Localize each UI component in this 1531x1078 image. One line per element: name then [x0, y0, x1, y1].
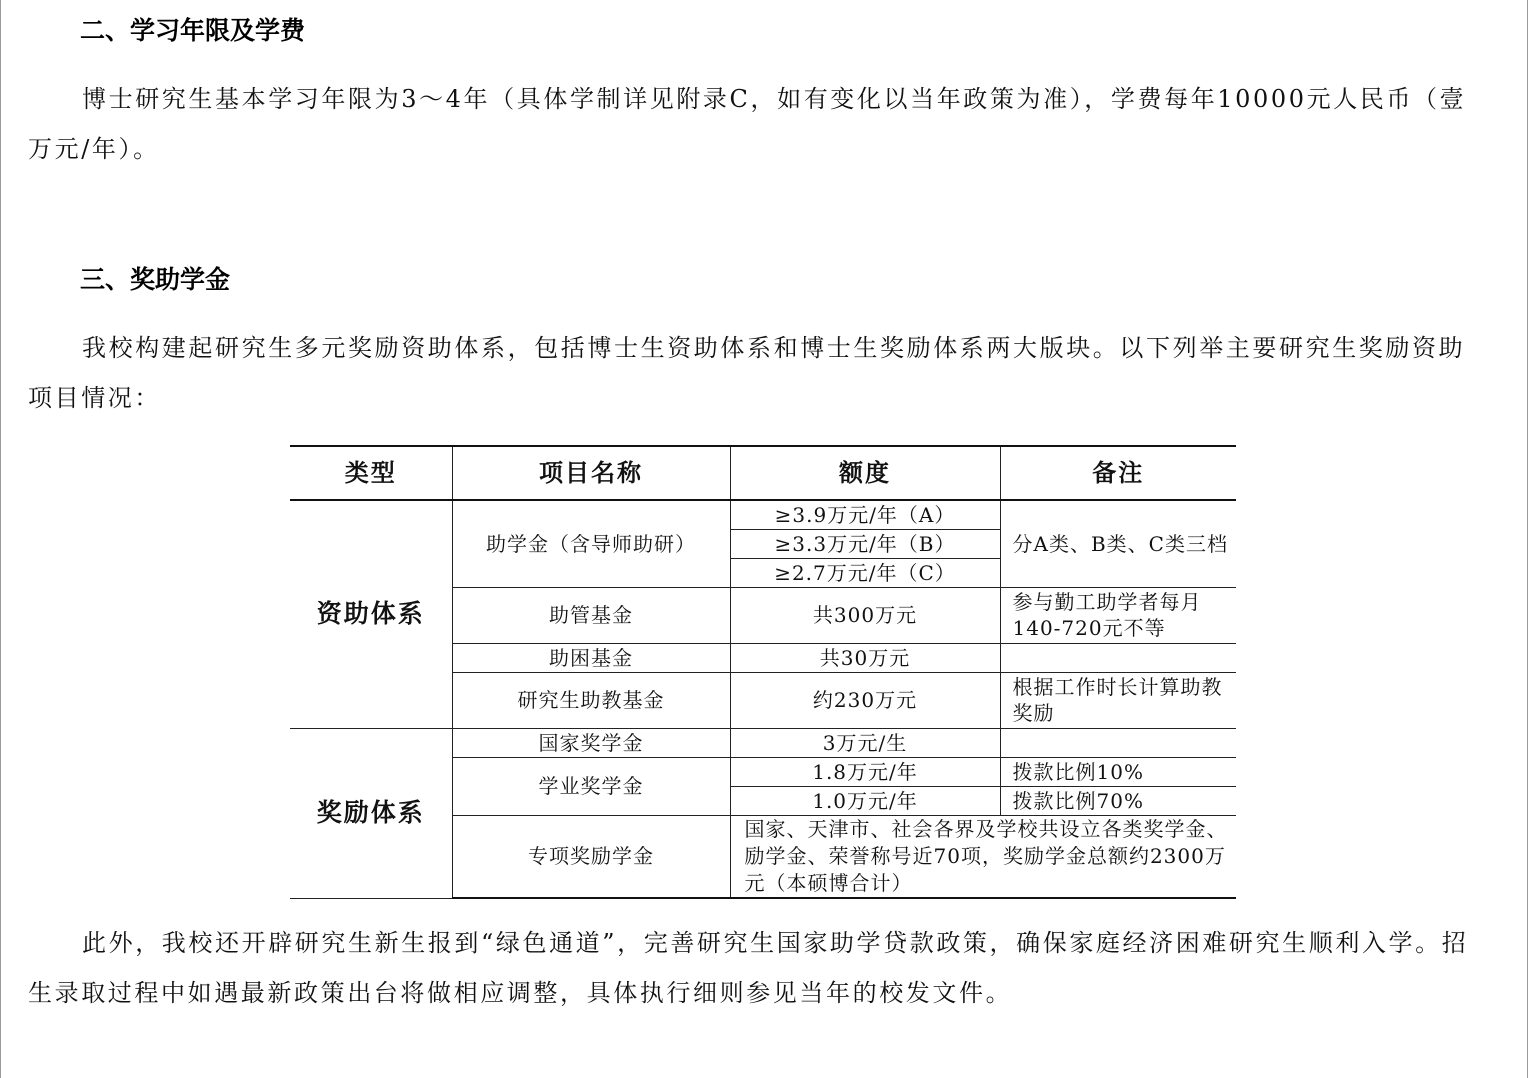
page-right-border	[1527, 0, 1528, 1078]
closing-paragraph: 此外，我校还开辟研究生新生报到“绿色通道”，完善研究生国家助学贷款政策，确保家庭经济困难研究生顺利入学。招生录取过程中如遇最新政策出台将做相应调整，具体执行细则参见当年的校发文件。	[28, 929, 1469, 1007]
page-left-border	[0, 0, 1, 1078]
header-item-name: 项目名称	[452, 446, 730, 500]
note-management-fund: 参与勤工助学者每月140-720元不等	[1000, 587, 1236, 643]
table-header-row	[290, 446, 1236, 500]
header-amount: 额度	[730, 446, 1000, 500]
item-special-scholarship: 专项奖励学金	[452, 815, 730, 898]
amount-management-fund: 共300万元	[730, 587, 1000, 643]
amount-assistantship-b: ≥3.3万元/年（B）	[730, 529, 1000, 558]
item-ta-fund: 研究生助教基金	[452, 672, 730, 728]
note-academic-scholarship-2: 拨款比例70%	[1000, 786, 1236, 815]
note-academic-scholarship-1: 拨款比例10%	[1000, 757, 1236, 786]
amount-ta-fund: 约230万元	[730, 672, 1000, 728]
amount-academic-scholarship-2: 1.0万元/年	[730, 786, 1000, 815]
section-heading-scholarship: 三、奖助学金	[80, 265, 231, 294]
item-management-fund: 助管基金	[452, 587, 730, 643]
amount-assistantship-a: ≥3.9万元/年（A）	[730, 500, 1000, 529]
note-hardship-fund	[1000, 643, 1236, 672]
item-assistantship: 助学金（含导师助研）	[452, 500, 730, 587]
section-heading-tuition: 二、学习年限及学费	[80, 16, 306, 45]
item-academic-scholarship: 学业奖学金	[452, 757, 730, 815]
table-row	[290, 500, 1236, 529]
note-ta-fund: 根据工作时长计算助教奖励	[1000, 672, 1236, 728]
group-funding-system: 资助体系	[290, 500, 452, 728]
table-row	[290, 728, 1236, 757]
item-national-scholarship: 国家奖学金	[452, 728, 730, 757]
note-assistantship: 分A类、B类、C类三档	[1000, 500, 1236, 587]
item-hardship-fund: 助困基金	[452, 643, 730, 672]
note-national-scholarship	[1000, 728, 1236, 757]
amount-academic-scholarship-1: 1.8万元/年	[730, 757, 1000, 786]
scholarship-table	[290, 445, 1236, 899]
group-award-system: 奖励体系	[290, 728, 452, 898]
tuition-paragraph: 博士研究生基本学习年限为3～4年（具体学制详见附录C，如有变化以当年政策为准），学费每年10000元人民币（壹万元/年）。	[28, 85, 1467, 163]
amount-national-scholarship: 3万元/生	[730, 728, 1000, 757]
scholarship-intro-paragraph: 我校构建起研究生多元奖励资助体系，包括博士生资助体系和博士生奖励体系两大版块。以下列举主要研究生奖励资助项目情况：	[28, 334, 1466, 412]
amount-assistantship-c: ≥2.7万元/年（C）	[730, 558, 1000, 587]
header-note: 备注	[1000, 446, 1236, 500]
header-type: 类型	[290, 446, 452, 500]
desc-special-scholarship: 国家、天津市、社会各界及学校共设立各类奖学金、励学金、荣誉称号近70项，奖励学金总额约2300万元（本硕博合计）	[730, 815, 1236, 898]
amount-hardship-fund: 共30万元	[730, 643, 1000, 672]
